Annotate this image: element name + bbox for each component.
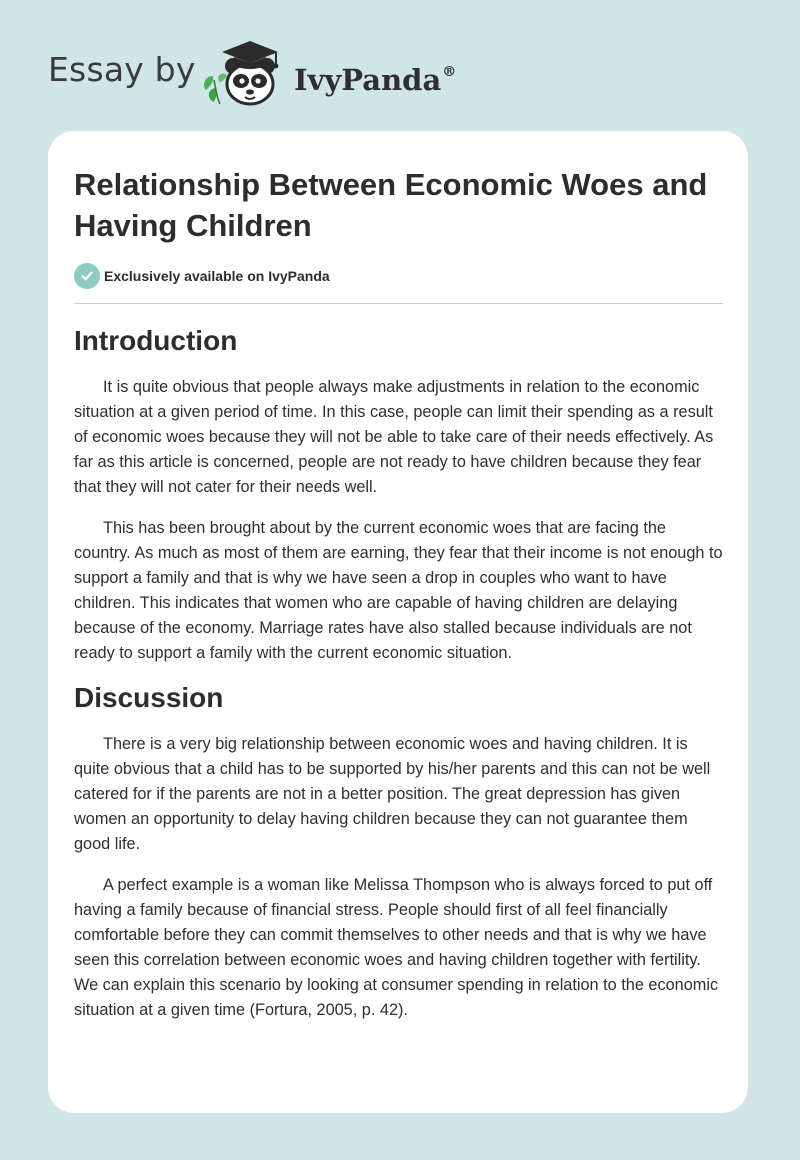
paragraph: It is quite obvious that people always make adjustments in relation to the economic situation at a given period of time. In this case, people can limit their spending as a result of economic woes because they will not be able to take care of their needs effectively. As far as this article is concerned, people are not ready to have children because they fear that they will not cater for their needs well. — [74, 378, 714, 496]
essay-card — [48, 131, 748, 1113]
paragraph: This has been brought about by the current economic woes that are facing the country. As much as most of them are earning, they fear that their income is not enough to support a family and that is why we have seen a drop in couples who want to have children. This indicates that women who are capable of having children are delaying because of the economy. Marriage rates have also stalled because individuals are not ready to support a family with the current economic situation. — [74, 519, 723, 662]
section-heading-discussion: Discussion — [74, 682, 224, 713]
exclusive-badge — [74, 263, 330, 289]
essay-by-label: Essay by — [48, 50, 196, 89]
paragraph: A perfect example is a woman like Melissa Thompson who is always forced to put off having a family because of financial stress. People should first of all feel financially comfortable before they can commit themselves to other needs and that is why we have seen this correlation between economic woes and having children together with fertility. We can explain this scenario by looking at consumer spending in relation to the economic situation at a given time (Fortura, 2005, p. 42). — [74, 876, 719, 1019]
site-header — [0, 0, 800, 130]
title-divider — [74, 303, 723, 304]
exclusive-badge-text: Exclusively available on IvyPanda — [104, 268, 330, 284]
panda-graduate-logo-icon[interactable] — [200, 36, 296, 108]
essay-title: Relationship Between Economic Woes and Having Children — [74, 167, 708, 243]
registered-mark: ® — [442, 64, 457, 80]
essay-body — [74, 321, 726, 1023]
paragraph: There is a very big relationship between economic woes and having children. It is quite obvious that a child has to be supported by his/her parents and this can not be well catered for if the parents are not in a better position. The great depression has given women an opportunity to delay having children because they can not guarantee them good life. — [74, 735, 711, 853]
check-circle-icon — [74, 263, 100, 289]
brand-name-text: IvyPanda — [294, 63, 442, 97]
section-heading-introduction: Introduction — [74, 325, 238, 356]
ivypanda-wordmark[interactable] — [294, 54, 456, 98]
